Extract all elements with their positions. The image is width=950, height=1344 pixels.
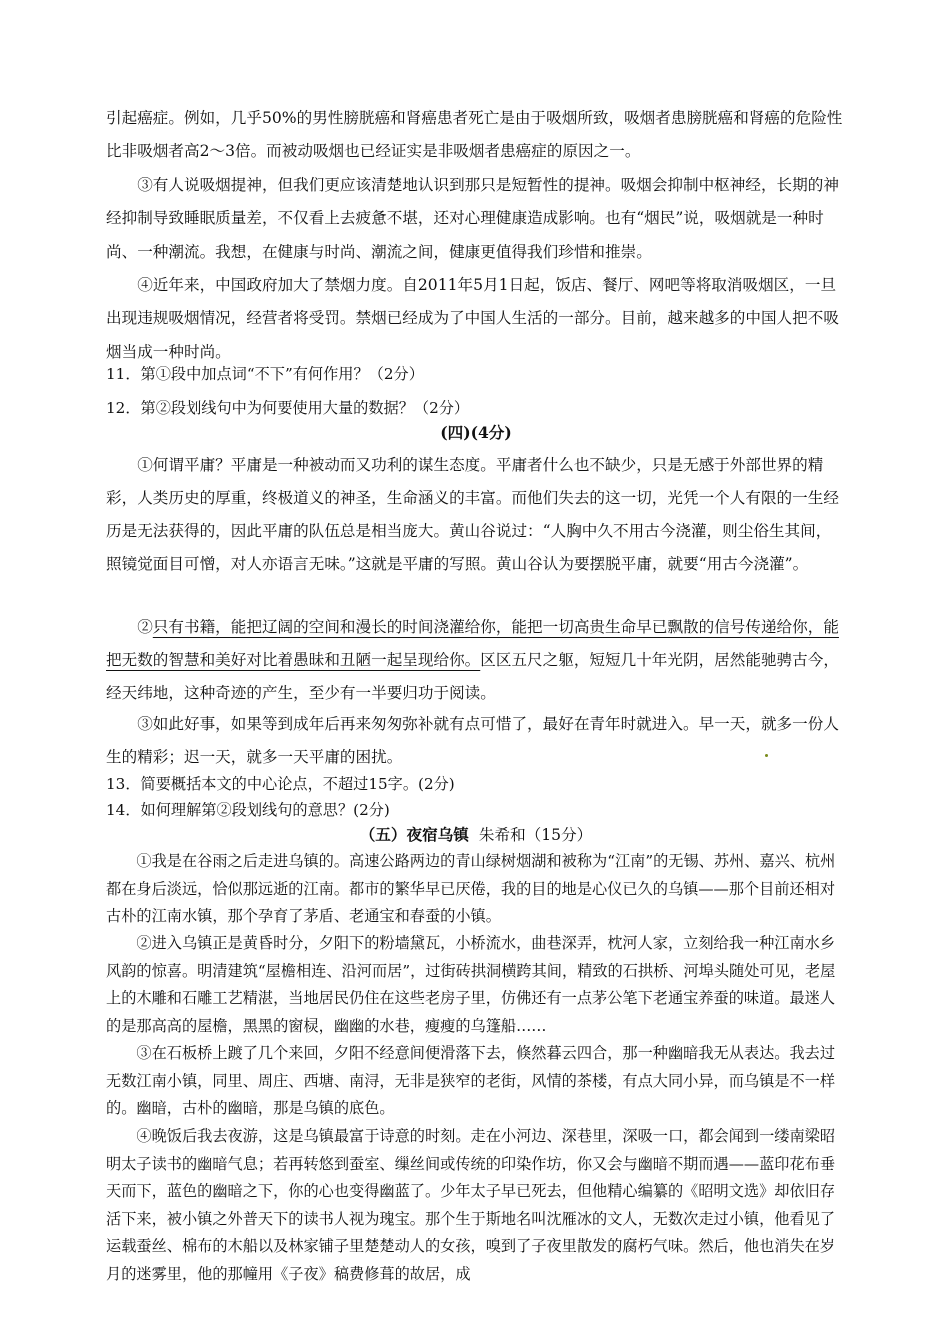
question-13: 13．简要概括本文的中心论点，不超过15字。(2分) xyxy=(106,775,455,793)
paragraph-3-smoking-refresh: ③有人说吸烟提神，但我们更应该清楚地认识到那只是短暂性的提神。吸烟会抑制中枢神经，长期的神经抑制导致睡眠质量差，不仅看上去疲惫不堪，还对心理健康造成影响。也有“烟民”说，吸烟就是一种时尚、一种潮流。我想，在健康与时尚、潮流之间，健康更值得我们珍惜和推崇。 xyxy=(106,176,839,261)
paragraph-wuzhen-3: ③在石板桥上踱了几个来回，夕阳不经意间便滑落下去，倏然暮云四合，那一种幽暗我无从表达。我去过无数江南小镇，同里、周庄、西塘、南浔，无非是狭窄的老街，风情的茶楼，有点大同小异，而乌镇是不一样的。幽暗，古朴的幽暗，那是乌镇的底色。 xyxy=(106,1044,836,1118)
stray-mark xyxy=(765,754,768,757)
paragraph-wuzhen-1: ①我是在谷雨之后走进乌镇的。高速公路两边的青山绿树烟湖和被称为“江南”的无锡、苏州、嘉兴、杭州都在身后淡远，恰似那远逝的江南。都市的繁华早已厌倦，我的目的地是心仪已久的乌镇——那个目前还相对古朴的江南水镇，那个孕育了茅盾、老通宝和春蚕的小镇。 xyxy=(106,852,836,926)
paragraph-number: ② xyxy=(137,618,153,636)
section-4-heading: (四)(4分) xyxy=(440,423,512,442)
paragraph-wuzhen-2: ②进入乌镇正是黄昏时分，夕阳下的粉墙黛瓦，小桥流水，曲巷深弄，枕河人家，立刻给我一种江南水乡风韵的惊喜。明清建筑“屋檐相连、沿河而居”，过街砖拱洞横跨其间，精致的石拱桥、河埠头随处可见，老屋上的木雕和石雕工艺精湛，当地居民仍住在这些老房子里，仿佛还有一点茅公笔下老通宝养蚕的味道。最迷人的是那高高的屋檐，黑黑的窗棂，幽幽的水巷，瘦瘦的乌篷船…… xyxy=(106,934,836,1035)
question-11: 11．第①段中加点词“不下”有何作用？（2分） xyxy=(106,365,424,383)
question-14: 14．如何理解第②段划线句的意思？(2分) xyxy=(106,801,390,819)
question-12: 12．第②段划线句中为何要使用大量的数据？（2分） xyxy=(106,399,470,417)
paragraph-wuzhen-4: ④晚饭后我去夜游，这是乌镇最富于诗意的时刻。走在小河边、深巷里，深吸一口，都会闻到一缕南梁昭明太子读书的幽暗气息；若再转悠到蚕室、缫丝间或传统的印染作坊，你又会与幽暗不期而遇——蓝印花布垂天而下，蓝色的幽暗之下，你的心也变得幽蓝了。少年太子早已死去，但他精心编纂的《昭明文选》却依旧存活下来，被小镇之外普天下的读书人视为瑰宝。那个生于斯地名叫沈雁冰的文人，无数次走过小镇，他看见了运载蚕丝、棉布的木船以及林家铺子里楚楚动人的女孩，嗅到了子夜里散发的腐朽气味。然后，他也消失在岁月的迷雾里，他的那幢用《子夜》稿费修葺的故居，成 xyxy=(106,1127,836,1283)
paragraph-mediocrity-3: ③如此好事，如果等到成年后再来匆匆弥补就有点可惜了，最好在青年时就进入。早一天，就多一份人生的精彩；迟一天，就多一天平庸的困扰。 xyxy=(106,715,839,766)
section-5-heading xyxy=(106,822,846,848)
underlined-sentence: 只有书籍，能把辽阔的空间和漫长的时间浇灌给你，能把一切高贵生命早已飘散的信号传递给你，能把无数的智慧和美好对比着愚昧和丑陋一起呈现给你。 xyxy=(106,618,839,669)
paragraph-smoking-cancer: 引起癌症。例如，几乎50%的男性膀胱癌和肾癌患者死亡是由于吸烟所致，吸烟者患膀胱癌和肾癌的危险性比非吸烟者高2～3倍。而被动吸烟也已经证实是非吸烟者患癌症的原因之一。 xyxy=(106,109,843,161)
paragraph-2-rest: 区区五尺之躯，短短几十年光阴，居然能驰骋古今，经天纬地，这种奇迹的产生，至少有一半要归功于阅读。 xyxy=(106,651,839,702)
section-5-author: 朱希和（15分） xyxy=(478,826,593,844)
paragraph-mediocrity-2 xyxy=(106,611,846,710)
paragraph-mediocrity-1: ①何谓平庸？平庸是一种被动而又功利的谋生态度。平庸者什么也不缺少，只是无感于外部世界的精彩，人类历史的厚重，终极道义的神圣，生命涵义的丰富。而他们失去的这一切，光凭一个人有限的一生经历是无法获得的，因此平庸的队伍总是相当庞大。黄山谷说过：“人胸中久不用古今浇灌，则尘俗生其间，照镜觉面目可憎，对人亦语言无味。”这就是平庸的写照。黄山谷认为要摆脱平庸，就要“用古今浇灌”。 xyxy=(106,456,839,573)
paragraph-4-smoking-ban: ④近年来，中国政府加大了禁烟力度。自2011年5月1日起，饭店、餐厅、网吧等将取消吸烟区，一旦出现违规吸烟情况，经营者将受罚。禁烟已经成为了中国人生活的一部分。目前，越来越多的中国人把不吸烟当成一种时尚。 xyxy=(106,276,839,361)
section-5-title: （五）夜宿乌镇 xyxy=(359,825,469,844)
